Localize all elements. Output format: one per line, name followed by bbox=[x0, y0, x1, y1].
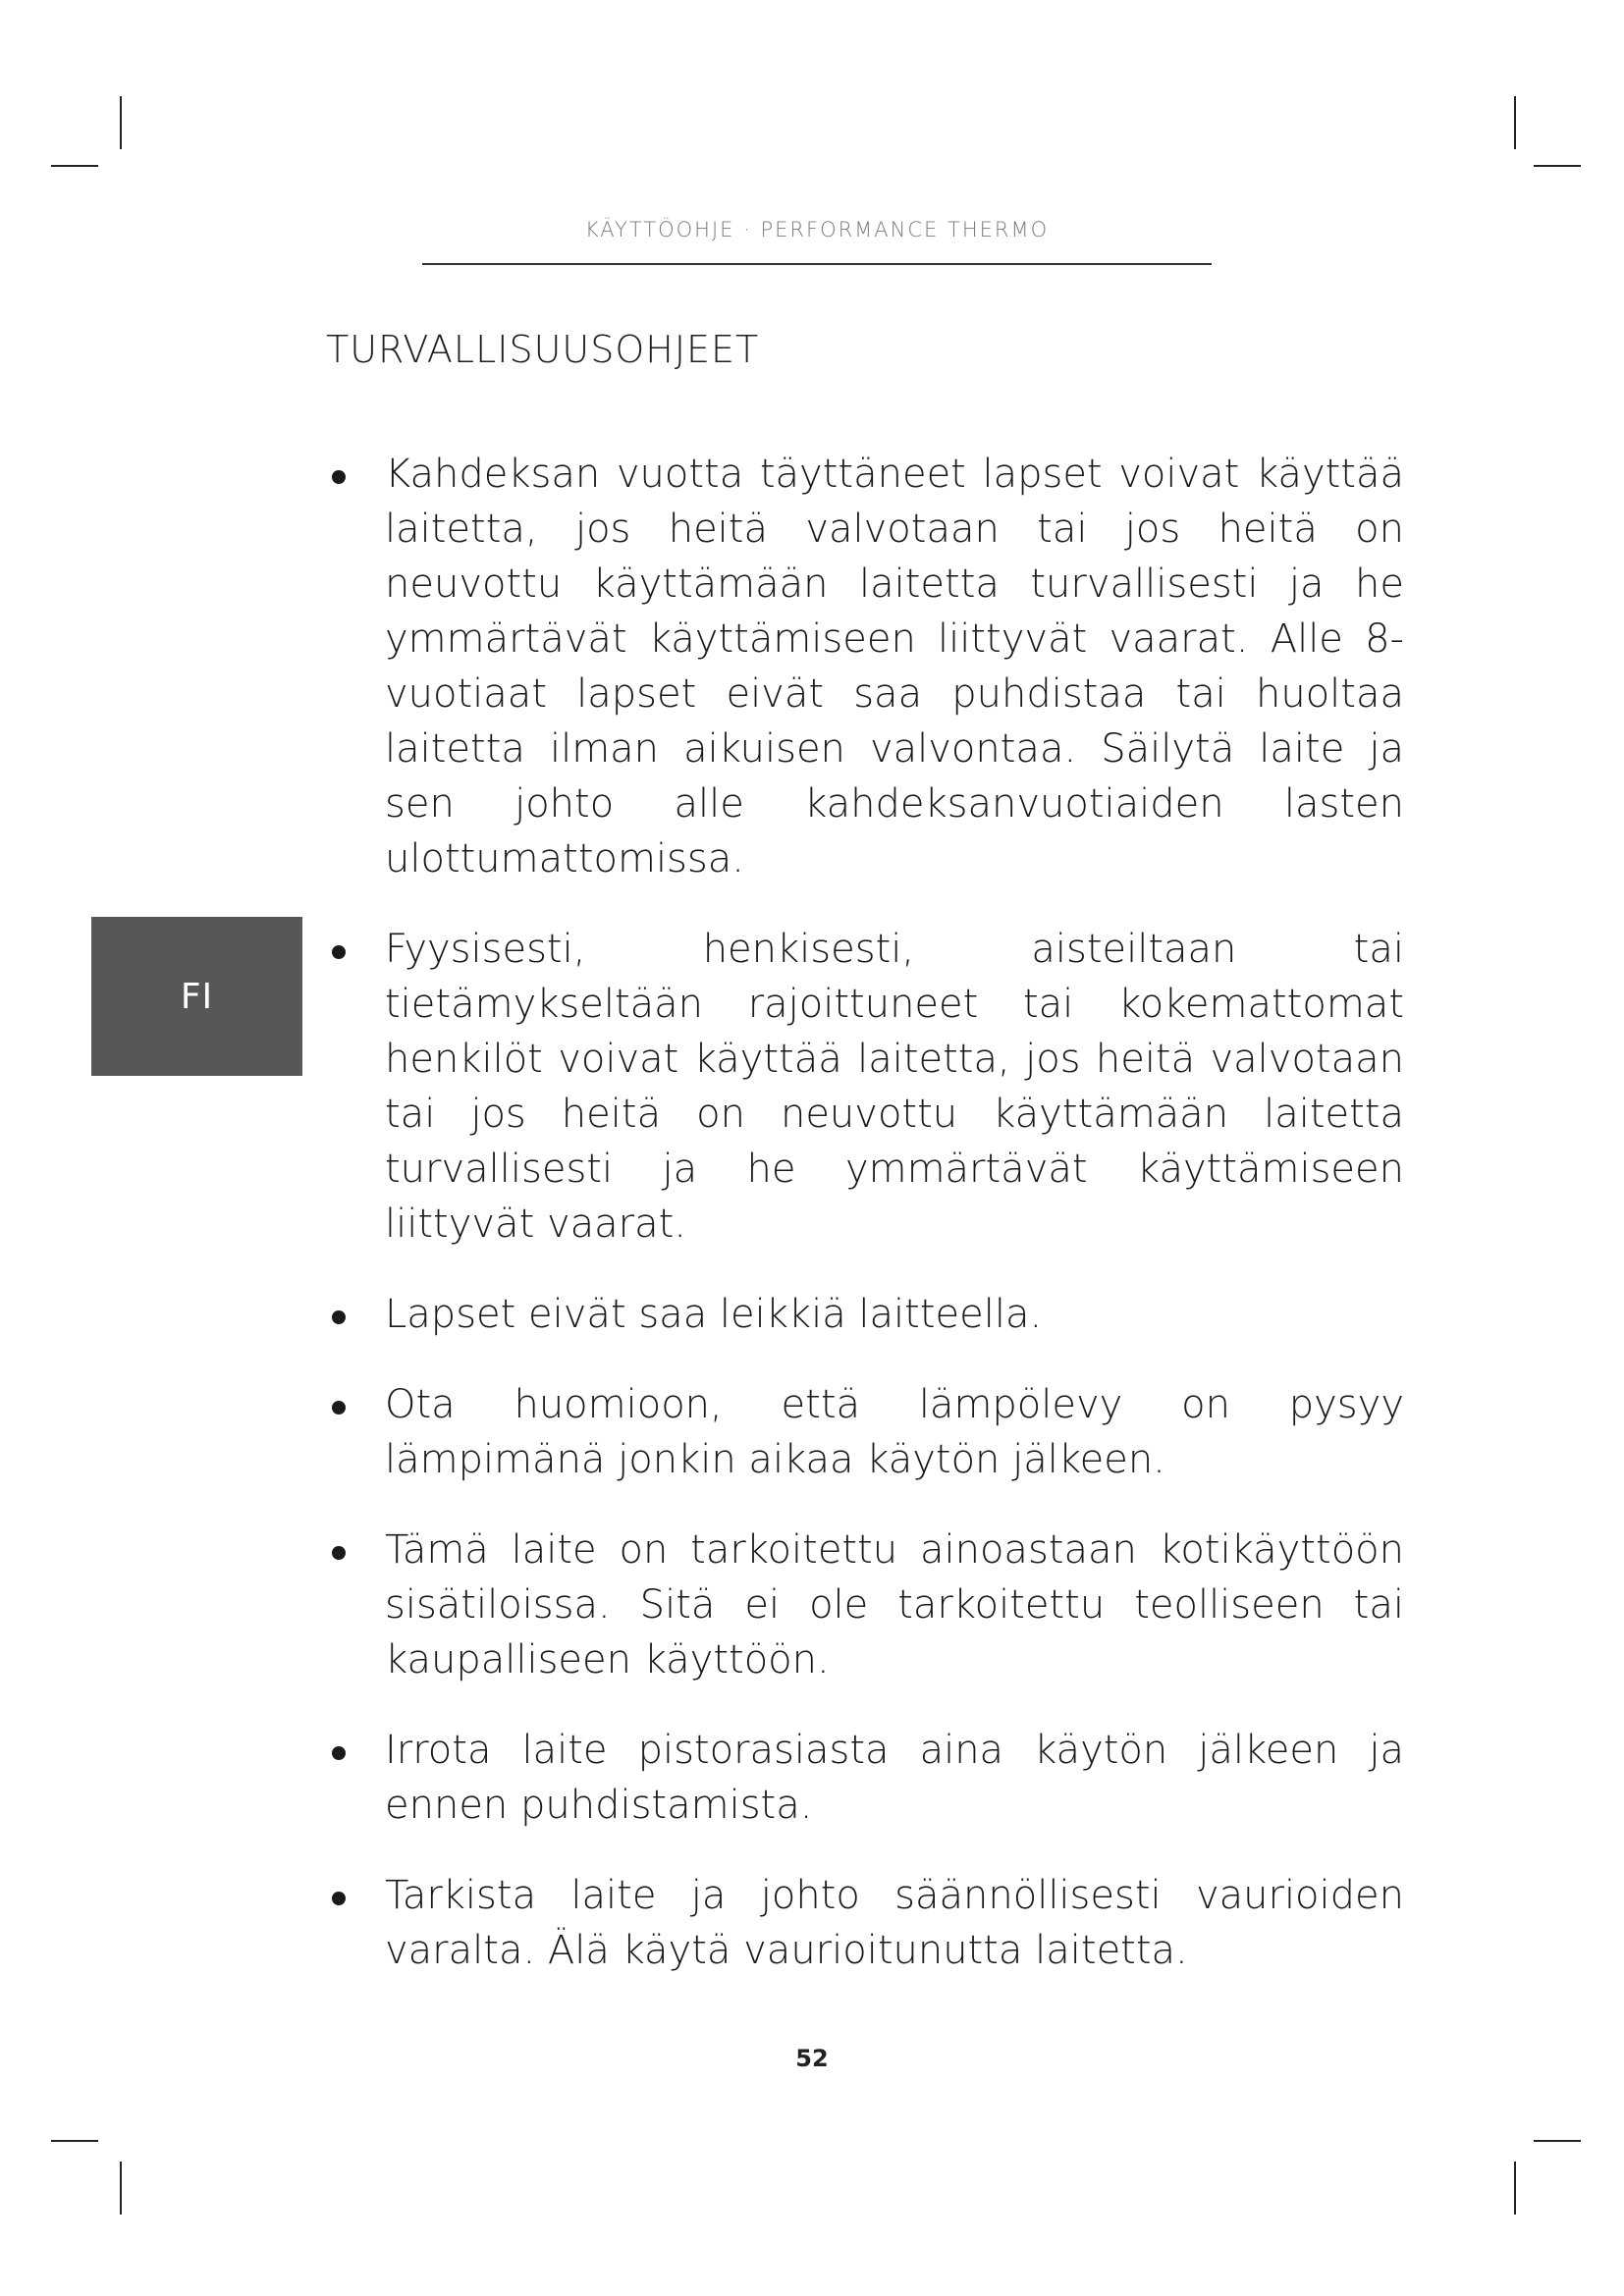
safety-instructions-list bbox=[324, 447, 1404, 2013]
crop-mark-top-right-h bbox=[1534, 165, 1581, 167]
bullet-icon bbox=[332, 1746, 346, 1760]
crop-mark-bottom-left-h bbox=[51, 2140, 98, 2142]
list-item bbox=[324, 1868, 1404, 1978]
list-item-text: Ota huomioon, että lämpölevy on pysyy lämpimänä jonkin aikaa käytön jälkeen. bbox=[385, 1382, 1404, 1482]
bullet-icon bbox=[332, 945, 346, 959]
list-item bbox=[324, 1723, 1404, 1833]
bullet-icon bbox=[332, 1401, 346, 1415]
bullet-icon bbox=[332, 1892, 346, 1905]
language-tab bbox=[91, 917, 302, 1076]
header-rule bbox=[422, 263, 1212, 265]
list-item bbox=[324, 1377, 1404, 1487]
page-number: 52 bbox=[795, 2045, 829, 2072]
list-item-text: Kahdeksan vuotta täyttäneet lapset voivat käyttää laitetta, jos heitä valvotaan tai jos heitä on neuvottu käyttämään laitetta turvallisesti ja he ymmärtävät käyttämiseen liittyvät vaarat. Alle 8-vuotiaat lapset eivät saa puhdistaa tai huoltaa laitetta ilman aikuisen valvontaa. Säilytä laite ja sen johto alle kahdeksanvuotiaiden lasten ulottumattomissa. bbox=[385, 452, 1404, 881]
list-item bbox=[324, 1522, 1404, 1687]
bullet-icon bbox=[332, 1310, 346, 1324]
list-item-text: Irrota laite pistorasiasta aina käytön jälkeen ja ennen puhdistamista. bbox=[385, 1728, 1404, 1828]
crop-mark-bottom-right-h bbox=[1534, 2140, 1581, 2142]
crop-mark-top-right-v bbox=[1514, 96, 1516, 149]
list-item bbox=[324, 447, 1404, 886]
crop-mark-top-left-v bbox=[120, 96, 122, 149]
language-tab-label: FI bbox=[180, 976, 214, 1017]
list-item-text: Lapset eivät saa leikkiä laitteella. bbox=[385, 1292, 1043, 1337]
list-item-text: Tämä laite on tarkoitettu ainoastaan kotikäyttöön sisätiloissa. Sitä ei ole tarkoitettu teolliseen tai kaupalliseen käyttöön. bbox=[385, 1527, 1404, 1682]
crop-mark-top-left-h bbox=[51, 165, 98, 167]
running-header: KÄYTTÖOHJE · PERFORMANCE THERMO bbox=[584, 218, 1050, 241]
section-title: TURVALLISUUSOHJEET bbox=[326, 328, 760, 371]
list-item-text: Tarkista laite ja johto säännöllisesti vaurioiden varalta. Älä käytä vaurioitunutta laitetta. bbox=[385, 1873, 1404, 1973]
crop-mark-bottom-left-v bbox=[120, 2162, 122, 2215]
list-item bbox=[324, 922, 1404, 1252]
list-item-text: Fyysisesti, henkisesti, aisteiltaan tai tietämykseltään rajoittuneet tai kokemattomat henkilöt voivat käyttää laitetta, jos heitä valvotaan tai jos heitä on neuvottu käyttämään laitetta turvallisesti ja he ymmärtävät käyttämiseen liittyvät vaarat. bbox=[385, 927, 1404, 1247]
bullet-icon bbox=[332, 1546, 346, 1560]
list-item bbox=[324, 1287, 1404, 1342]
bullet-icon bbox=[332, 470, 346, 484]
crop-mark-bottom-right-v bbox=[1514, 2162, 1516, 2215]
